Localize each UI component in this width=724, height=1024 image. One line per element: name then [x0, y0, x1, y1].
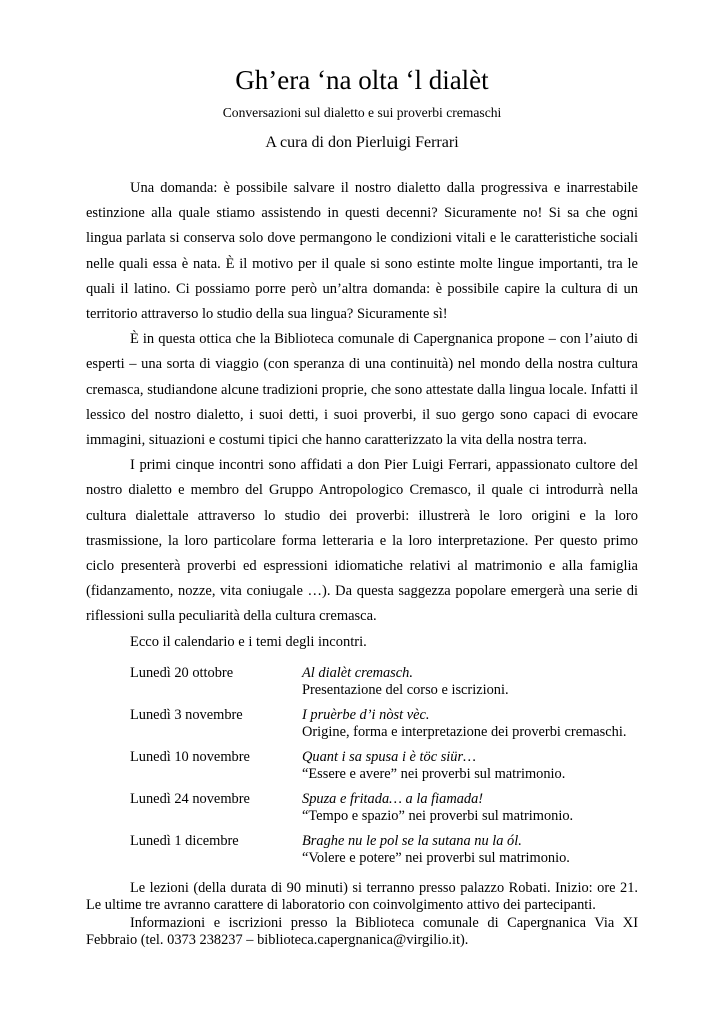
topic-title: I pruèrbe d’i nòst vèc. — [302, 707, 430, 724]
schedule-list — [130, 665, 650, 875]
topic-description: Presentazione del corso e iscrizioni. — [302, 681, 509, 698]
topic-title: Al dialèt cremasch. — [302, 665, 413, 681]
footer-text — [86, 880, 638, 950]
schedule-topic — [302, 791, 650, 825]
schedule-date: Lunedì 10 novembre — [130, 749, 250, 766]
lessons-info: Le lezioni (della durata di 90 minuti) si terranno presso palazzo Robati. Inizio: ore 21. Le ultime tre avranno carattere di laboratorio con coinvolgimento attivo dei partecipanti. — [86, 880, 638, 914]
paragraph: È in questa ottica che la Biblioteca comunale di Capergnanica propone – con l’aiuto di esperti – una sorta di viaggio (con speranza di una continuità) nel mondo della nostra cultura cremasca, studiandone alcune tradizioni proprie, che sono attestate dalla lingua locale. Infatti il lessico del nostro dialetto, i suoi detti, i suoi proverbi, il suo gergo sono capaci di evocare immagini, situazioni e costumi tipici che hanno caratterizzato la vita della nostra terra. — [86, 331, 638, 449]
paragraph: Una domanda: è possibile salvare il nostro dialetto dalla progressiva e inarrestabile estinzione alla quale stiamo assistendo in questi decenni? Sicuramente no! Si sa che ogni lingua parlata si conserva solo dove permangono le condizioni vitali e le caratteristiche sociali nelle quali essa è nata. È il motivo per il quale si sono estinte molte lingue importanti, tra le quali il latino. Ci possiamo porre però un’altra domanda: è possibile capire la cultura di un territorio attraverso lo studio della sua lingua? Sicuramente sì! — [86, 180, 638, 323]
intro-text — [86, 176, 638, 655]
schedule-row — [130, 707, 650, 741]
schedule-row — [130, 791, 650, 825]
schedule-row — [130, 665, 650, 699]
schedule-topic — [302, 833, 650, 867]
schedule-topic — [302, 707, 650, 741]
paragraph: I primi cinque incontri sono affidati a don Pier Luigi Ferrari, appassionato cultore del nostro dialetto e membro del Gruppo Antropologico Cremasco, il quale ci introdurrà nella cultura dialettale attraverso lo studio dei proverbi: illustrerà le loro origini e la loro trasmissione, la loro particolare forma letteraria e la loro interpretazione. Per questo primo ciclo presenterà proverbi ed espressioni idiomatiche relativi al matrimonio e alla famiglia (fidanzamento, nozze, vita coniugale …). Da questa saggezza popolare emergerà una serie di riflessioni sulla peculiarità della cultura cremasca. — [86, 457, 638, 625]
schedule-date: Lunedì 3 novembre — [130, 707, 243, 724]
schedule-date: Lunedì 20 ottobre — [130, 665, 234, 681]
page-title: Gh’era ‘na olta ‘l dialèt — [235, 65, 489, 95]
topic-title: Spuza e fritada… a la fiamada! — [302, 791, 484, 808]
topic-description: Origine, forma e interpretazione dei proverbi cremaschi. — [302, 723, 627, 740]
topic-description: “Volere e potere” nei proverbi sul matrimonio. — [302, 850, 570, 867]
topic-title: Braghe nu le pol se la sutana nu la ól. — [302, 833, 522, 850]
schedule-topic — [302, 665, 650, 699]
page-subtitle: Conversazioni sul dialetto e sui proverbi cremaschi — [222, 105, 502, 120]
schedule-date: Lunedì 24 novembre — [130, 791, 250, 808]
schedule-date: Lunedì 1 dicembre — [130, 833, 239, 850]
topic-description: “Tempo e spazio” nei proverbi sul matrimonio. — [302, 808, 574, 825]
schedule-topic — [302, 749, 650, 783]
contact-info: Informazioni e iscrizioni presso la Biblioteca comunale di Capergnanica Via XI Febbraio (tel. 0373 238237 – biblioteca.capergnanica@virgilio.it). — [86, 914, 638, 949]
curator-line: A cura di don Pierluigi Ferrari — [265, 134, 459, 151]
schedule-row — [130, 833, 650, 867]
schedule-row — [130, 749, 650, 783]
topic-description: “Essere e avere” nei proverbi sul matrimonio. — [302, 765, 566, 782]
paragraph: Ecco il calendario e i temi degli incontri. — [130, 633, 367, 650]
topic-title: Quant i sa spusa i è töc siür… — [302, 749, 476, 766]
